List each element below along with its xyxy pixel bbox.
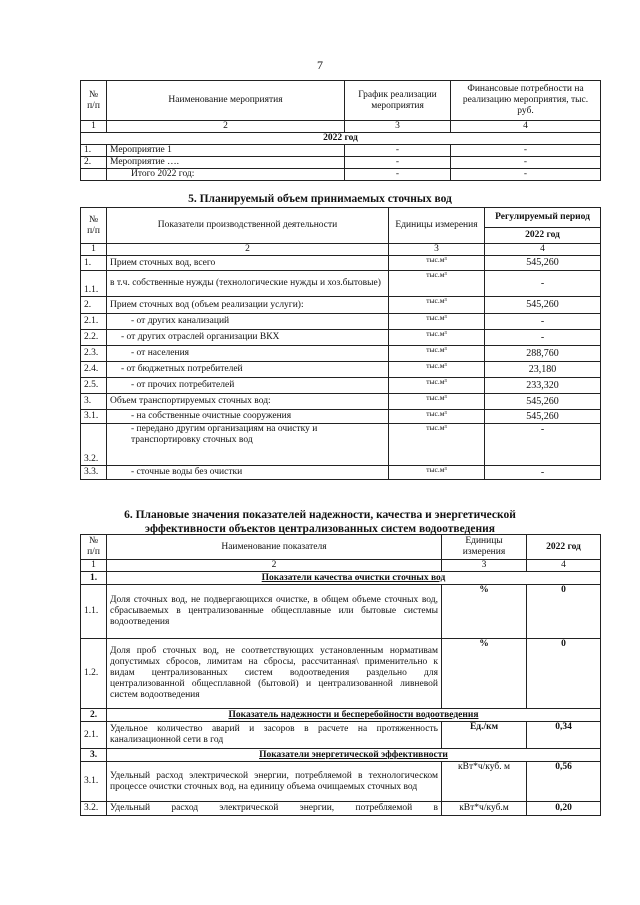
- row-num: 1.: [81, 256, 107, 271]
- row-unit: тыс.м³: [389, 410, 485, 424]
- row-finance: -: [451, 168, 601, 180]
- row-name: - от прочих потребителей: [107, 378, 389, 394]
- row-name: Прием сточных вод, всего: [107, 256, 389, 271]
- row-name: - сточные воды без очистки: [107, 466, 389, 480]
- row-finance: -: [451, 156, 601, 168]
- row-unit: кВт*ч/куб.м: [442, 802, 527, 816]
- row-name: - от бюджетных потребителей: [107, 362, 389, 378]
- table-row: [81, 762, 601, 802]
- row-num: 3.: [81, 394, 107, 410]
- table-row: [81, 585, 601, 639]
- section6-title-line2: эффективности объектов централизованных систем водоотведения: [145, 523, 495, 535]
- table-row: [81, 156, 601, 168]
- row-schedule: -: [345, 156, 451, 168]
- row-value: 288,760: [485, 346, 601, 362]
- row-num: 2.: [81, 297, 107, 314]
- index-cell: 1: [81, 560, 107, 572]
- table-row: [81, 168, 601, 180]
- row-num: 3.2.: [81, 424, 107, 466]
- table-row: [81, 271, 601, 297]
- table-row: [81, 346, 601, 362]
- index-cell: 4: [485, 244, 601, 256]
- row-name: Доля проб сточных вод, не соответствующих установленным нормативам допустимых сбросов, лимитам на сбросы, рассчитанная\ применительно к видам централизованных систем водоотведения раздельно для централизованной общесплавной (бытовой) и централизованной ливневой систем водоотведения: [107, 639, 442, 709]
- table-row: [81, 378, 601, 394]
- row-unit: Ед./км: [442, 722, 527, 749]
- table-row: [81, 639, 601, 709]
- index-cell: 4: [451, 121, 601, 133]
- row-name: Мероприятие ….: [107, 156, 345, 168]
- row-name: в т.ч. собственные нужды (технологические нужды и хоз.бытовые): [107, 271, 389, 297]
- row-name: - от населения: [107, 346, 389, 362]
- row-value: 0: [527, 585, 601, 639]
- row-unit: тыс.м³: [389, 394, 485, 410]
- table-row: [81, 256, 601, 271]
- table-row: [81, 466, 601, 480]
- row-unit: кВт*ч/куб. м: [442, 762, 527, 802]
- row-value: 0,20: [527, 802, 601, 816]
- row-num: 2.4.: [81, 362, 107, 378]
- row-name: Удельный расход электрической энергии, потребляемой в: [107, 802, 442, 816]
- row-value: 545,260: [485, 394, 601, 410]
- row-num: 2.5.: [81, 378, 107, 394]
- row-finance: -: [451, 144, 601, 156]
- col-header-unit: Единицы измерения: [442, 535, 527, 560]
- table-row: [81, 144, 601, 156]
- indicators-table: [80, 534, 601, 816]
- index-cell: 2: [107, 560, 442, 572]
- row-unit: тыс.м³: [389, 271, 485, 297]
- row-value: 545,260: [485, 297, 601, 314]
- row-name: Доля сточных вод, не подвергающихся очистке, в общем объеме сточных вод, сбрасываемых в централизованные общесплавные или бытовые системы водоотведения: [107, 585, 442, 639]
- row-num: 3.2.: [81, 802, 107, 816]
- index-cell: 3: [389, 244, 485, 256]
- row-num: 3.3.: [81, 466, 107, 480]
- table-row: [81, 802, 601, 816]
- group-num: 3.: [81, 749, 107, 762]
- row-value: 233,320: [485, 378, 601, 394]
- row-name: - от других канализаций: [107, 314, 389, 330]
- row-unit: тыс.м³: [389, 297, 485, 314]
- row-value: 545,260: [485, 410, 601, 424]
- row-value: -: [485, 314, 601, 330]
- wastewater-volume-table: [80, 207, 601, 480]
- index-cell: 2: [107, 244, 389, 256]
- row-value: -: [485, 466, 601, 480]
- row-name: - от других отраслей организации ВКХ: [107, 330, 389, 346]
- col-header-name: Показатели производственной деятельности: [107, 208, 389, 244]
- row-value: -: [485, 424, 601, 466]
- row-name: Итого 2022 год:: [107, 168, 345, 180]
- group-num: 2.: [81, 709, 107, 722]
- row-num: 3.1.: [81, 762, 107, 802]
- row-unit: %: [442, 639, 527, 709]
- row-unit: тыс.м³: [389, 424, 485, 466]
- row-num: 1.1.: [81, 585, 107, 639]
- row-num: [81, 168, 107, 180]
- col-header-num: № п/п: [81, 208, 107, 244]
- row-value: 0: [527, 639, 601, 709]
- col-header-finance: Финансовые потребности на реализацию мероприятия, тыс. руб.: [451, 81, 601, 121]
- row-num: 2.2.: [81, 330, 107, 346]
- col-header-year: 2022 год: [527, 535, 601, 560]
- row-value: -: [485, 330, 601, 346]
- index-cell: 3: [442, 560, 527, 572]
- col-header-num: № п/п: [81, 535, 107, 560]
- row-unit: тыс.м³: [389, 330, 485, 346]
- col-header-name: Наименование показателя: [107, 535, 442, 560]
- row-num: 2.1.: [81, 722, 107, 749]
- table-row: [81, 424, 601, 466]
- table-row: [81, 297, 601, 314]
- row-name: Удельный расход электрической энергии, потребляемой в технологическом процессе очистки сточных вод, на единицу объема очищаемых сточных вод: [107, 762, 442, 802]
- group-num: 1.: [81, 572, 107, 585]
- row-unit: тыс.м³: [389, 346, 485, 362]
- row-value: 23,180: [485, 362, 601, 378]
- col-header-year: 2022 год: [485, 228, 601, 244]
- row-name: Прием сточных вод (объем реализации услуги):: [107, 297, 389, 314]
- row-unit: тыс.м³: [389, 362, 485, 378]
- group-title: Показатели энергетической эффективности: [107, 749, 601, 762]
- row-value: 0,34: [527, 722, 601, 749]
- group-title: Показатель надежности и бесперебойности водоотведения: [107, 709, 601, 722]
- row-value: 545,260: [485, 256, 601, 271]
- index-cell: 1: [81, 244, 107, 256]
- col-header-num: № п/п: [81, 81, 107, 121]
- col-header-period: Регулируемый период: [485, 208, 601, 228]
- measures-table: [80, 80, 601, 181]
- index-cell: 4: [527, 560, 601, 572]
- row-num: 2.3.: [81, 346, 107, 362]
- col-header-name: Наименование мероприятия: [107, 81, 345, 121]
- row-name: Объем транспортируемых сточных вод:: [107, 394, 389, 410]
- row-name: - передано другим организациям на очистку и транспортировку сточных вод: [107, 424, 389, 466]
- group-row: [81, 709, 601, 722]
- year-row: 2022 год: [81, 132, 601, 144]
- row-name: Мероприятие 1: [107, 144, 345, 156]
- row-unit: тыс.м³: [389, 466, 485, 480]
- row-unit: %: [442, 585, 527, 639]
- row-value: 0,56: [527, 762, 601, 802]
- row-unit: тыс.м³: [389, 256, 485, 271]
- table-row: [81, 410, 601, 424]
- row-name: - на собственные очистные сооружения: [107, 410, 389, 424]
- table-row: [81, 314, 601, 330]
- table-row: [81, 362, 601, 378]
- col-header-unit: Единицы измерения: [389, 208, 485, 244]
- row-num: 1.: [81, 144, 107, 156]
- table-row: [81, 394, 601, 410]
- group-row: [81, 749, 601, 762]
- row-unit: тыс.м³: [389, 314, 485, 330]
- index-cell: 3: [345, 121, 451, 133]
- index-cell: 1: [81, 121, 107, 133]
- row-num: 2.: [81, 156, 107, 168]
- page-number: 7: [317, 58, 323, 72]
- index-cell: 2: [107, 121, 345, 133]
- table-row: [81, 330, 601, 346]
- table-row: [81, 722, 601, 749]
- group-title: Показатели качества очистки сточных вод: [107, 572, 601, 585]
- row-unit: тыс.м³: [389, 378, 485, 394]
- row-num: 2.1.: [81, 314, 107, 330]
- row-value: -: [485, 271, 601, 297]
- col-header-schedule: График реализации мероприятия: [345, 81, 451, 121]
- row-num: 3.1.: [81, 410, 107, 424]
- row-name: Удельное количество аварий и засоров в расчете на протяженность канализационной сети в год: [107, 722, 442, 749]
- section5-title: 5. Планируемый объем принимаемых сточных вод: [188, 193, 452, 205]
- row-num: 1.1.: [81, 271, 107, 297]
- section6-title-line1: 6. Плановые значения показателей надежности, качества и энергетической: [124, 509, 516, 521]
- row-schedule: -: [345, 168, 451, 180]
- row-num: 1.2.: [81, 639, 107, 709]
- row-schedule: -: [345, 144, 451, 156]
- group-row: [81, 572, 601, 585]
